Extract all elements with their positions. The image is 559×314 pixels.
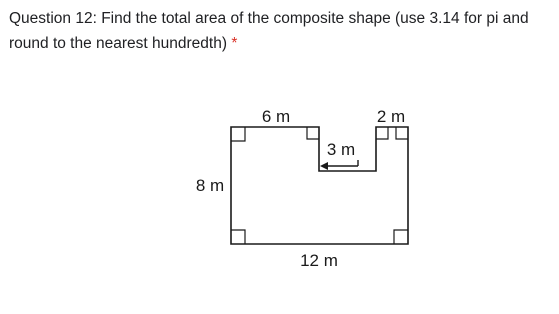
- right-angle-marker-bottom-left: [231, 230, 245, 244]
- right-angle-marker-top-notch: [307, 127, 319, 139]
- right-angle-marker-top-left: [231, 127, 245, 141]
- right-angle-marker-bottom-right: [394, 230, 408, 244]
- label-top-right-width: 2 m: [376, 107, 406, 126]
- right-angle-marker-top-right-b: [396, 127, 408, 139]
- right-angle-marker-top-right-a: [376, 127, 388, 139]
- question-text: Question 12: Find the total area of the composite shape (use 3.14 for pi and round to the nearest hundredth): [9, 10, 529, 52]
- label-top-left-width: 6 m: [261, 107, 291, 126]
- label-left-height: 8 m: [195, 176, 225, 195]
- label-bottom-width: 12 m: [300, 251, 338, 270]
- required-asterisk: *: [231, 35, 238, 52]
- shape-outline: [231, 127, 408, 244]
- notch-depth-arrowhead: [320, 162, 328, 170]
- label-notch-depth: 3 m: [326, 140, 356, 159]
